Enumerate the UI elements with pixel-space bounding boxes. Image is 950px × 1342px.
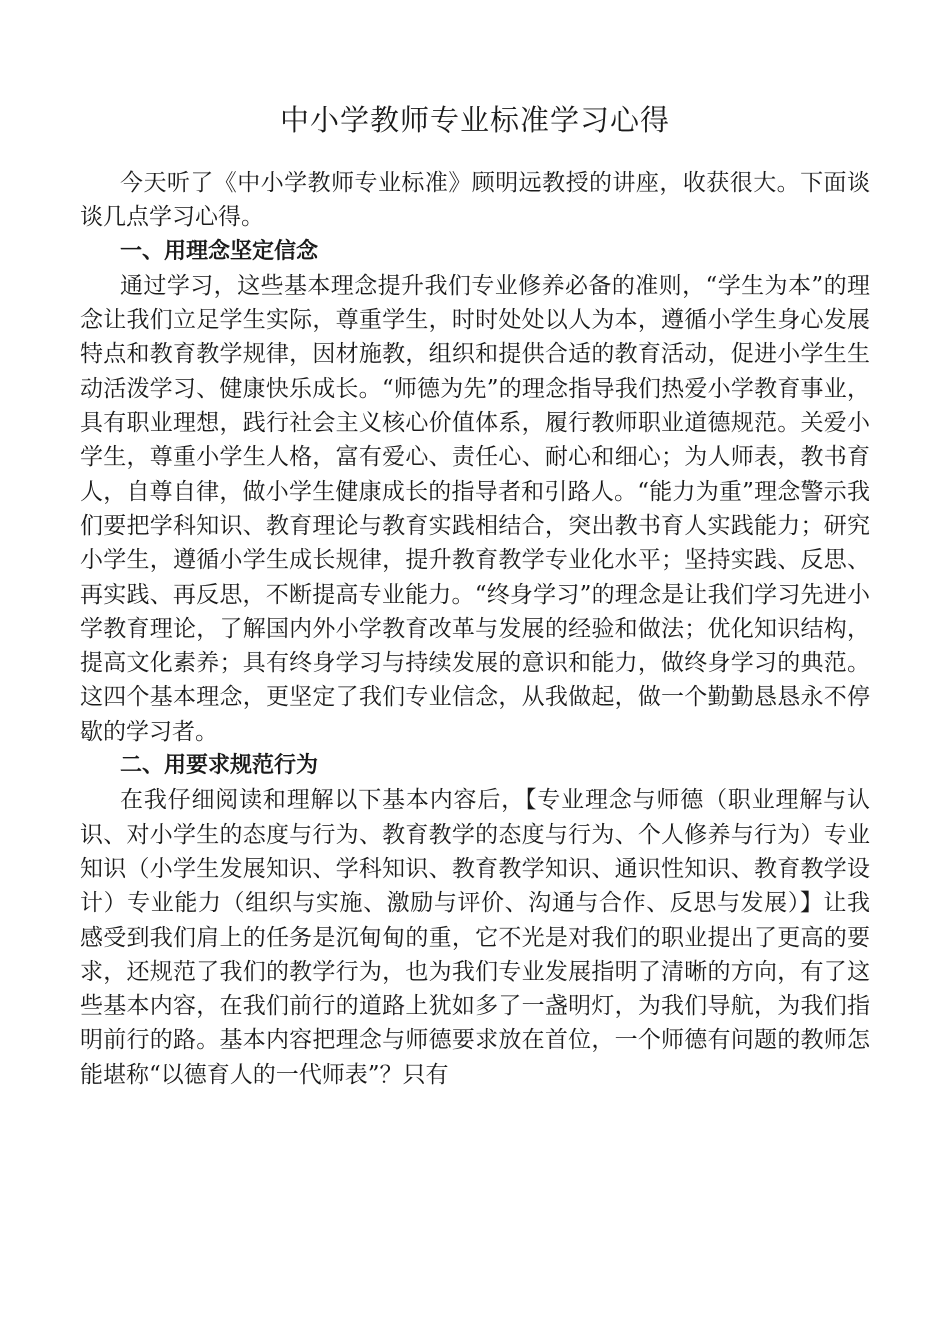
section-2-paragraph: 在我仔细阅读和理解以下基本内容后，【专业理念与师德（职业理解与认识、对小学生的态度与行为、教育教学的态度与行为、个人修养与行为）专业知识（小学生发展知识、学科知识、教育教学知识、通识性知识、教育教学设计）专业能力（组织与实施、激励与评价、沟通与合作、反思与发展）】让我感受到我们肩上的任务是沉甸甸的重，它不光是对我们的职业提出了更高的要求，还规范了我们的教学行为，也为我们专业发展指明了清晰的方向，有了这些基本内容，在我们前行的道路上犹如多了一盏明灯，为我们导航，为我们指明前行的路。基本内容把理念与师德要求放在首位，一个师德有问题的教师怎能堪称“以德育人的一代师表”？只有: [80, 787, 870, 1088]
document-title: 中小学教师专业标准学习心得: [279, 103, 670, 137]
section-1-heading: 一、用理念坚定信念: [120, 238, 319, 264]
section-2-heading: 二、用要求规范行为: [120, 753, 319, 779]
section-1-paragraph: 通过学习，这些基本理念提升我们专业修养必备的准则，“学生为本”的理念让我们立足学生实际，尊重学生，时时处处以人为本，遵循小学生身心发展特点和教育教学规律，因材施教，组织和提供合适的教育活动，促进小学生生动活泼学习、健康快乐成长。“师德为先”的理念指导我们热爱小学教育事业，具有职业理想，践行社会主义核心价值体系，履行教师职业道德规范。关爱小学生，尊重小学生人格，富有爱心、责任心、耐心和细心；为人师表，教书育人，自尊自律，做小学生健康成长的指导者和引路人。“能力为重”理念警示我们要把学科知识、教育理论与教育实践相结合，突出教书育人实践能力；研究小学生，遵循小学生成长规律，提升教育教学专业化水平；坚持实践、反思、再实践、再反思，不断提高专业能力。“终身学习”的理念是让我们学习先进小学教育理论，了解国内外小学教育改革与发展的经验和做法；优化知识结构，提高文化素养；具有终身学习与持续发展的意识和能力，做终身学习的典范。这四个基本理念，更坚定了我们专业信念，从我做起，做一个勤勤恳恳永不停歇的学习者。: [80, 272, 870, 745]
intro-paragraph: 今天听了《中小学教师专业标准》顾明远教授的讲座，收获很大。下面谈谈几点学习心得。: [80, 170, 870, 231]
document-body: [80, 166, 870, 1092]
